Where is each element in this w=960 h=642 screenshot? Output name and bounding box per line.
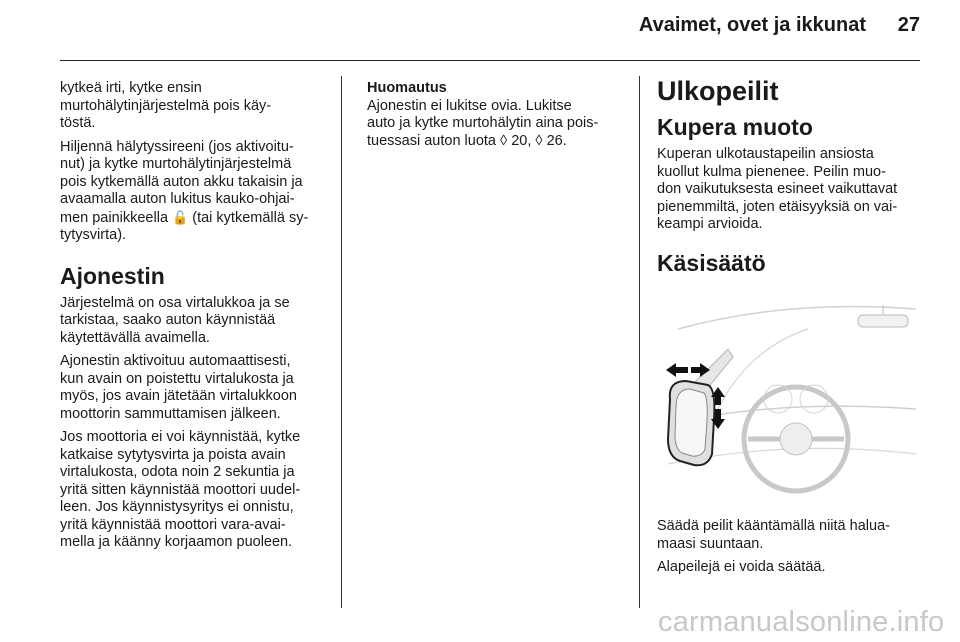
heading-manual-adjustment: Käsisäätö — [657, 249, 766, 276]
paragraph-adjust-mirrors: Säädä peilit kääntämällä niitä halua- maasi suuntaan. — [657, 518, 890, 552]
column-divider-right — [639, 76, 640, 608]
heading-exterior-mirrors: Ulkopeilit — [657, 76, 779, 106]
heading-immobilizer: Ajonestin — [60, 262, 165, 289]
page-ref-arrow-icon: ◊ — [535, 132, 543, 149]
note-text-body: Ajonestin ei lukitse ovia. Lukitse auto ja kytke murtohälytin aina pois- tuessasi auton luota — [367, 97, 599, 149]
page-ref-20[interactable]: 20, — [507, 132, 536, 149]
silence-alarm-text-b: (tai kytkemällä sy- tytysvirta). — [60, 209, 309, 243]
paragraph-immobilizer-activation: Ajonestin aktivoituu automaattisesti, kun avain on poistettu virtalukosta ja myös, jos avain jätetään virtalukkoon moottorin sammuttamisen jälkeen. — [60, 353, 297, 422]
footer-watermark: carmanualsonline.info — [658, 606, 945, 638]
column-divider-left — [341, 76, 342, 608]
column-1 — [60, 80, 335, 558]
page-ref-26[interactable]: 26. — [542, 132, 567, 149]
silence-alarm-text-a: Hiljennä hälytyssireeni (jos aktivoitu- nut) ja kytke murtohälytinjärjestelmä pois kytkemällä auton akku takaisin ja avaamalla auton lukitus kauko-ohjai- men painikkeella — [60, 138, 303, 226]
page-ref-arrow-icon: ◊ — [500, 132, 508, 149]
paragraph-engine-not-start: Jos moottoria ei voi käynnistää, kytke katkaise sytytysvirta ja poista avain virtalukosta, odota noin 2 sekuntia ja yritä sitten käynnistää moottori uudel- leen. Jos käynnistysyritys ei onnistu, yritä käynnistää moottori vara-avai- mella ja käänny korjaamon puoleen. — [60, 429, 301, 550]
page-number: 27 — [897, 14, 920, 36]
column-3-bottom — [657, 518, 927, 583]
paragraph-convex: Kuperan ulkotaustapeilin ansiosta kuollut kulma pienenee. Peilin muo- don vaikutuksesta esineet vaikuttavat pienemmiltä, joten etäisyyksiä on vai- keampi arvioida. — [657, 146, 898, 232]
paragraph-lower-mirrors: Alapeilejä ei voida säätää. — [657, 559, 826, 575]
paragraph-silence-alarm — [60, 139, 335, 245]
heading-convex-shape: Kupera muoto — [657, 114, 813, 140]
column-2 — [367, 80, 632, 156]
unlock-key-icon: 🔓 — [172, 209, 189, 225]
column-3 — [657, 76, 927, 282]
note-text — [367, 98, 632, 151]
header-rule — [60, 60, 920, 61]
paragraph-disconnect: kytkeä irti, kytke ensin murtohälytinjärjestelmä pois käy- töstä. — [60, 80, 272, 131]
mirror-adjustment-illustration — [658, 289, 918, 499]
page-header-title: Avaimet, ovet ja ikkunat — [638, 14, 866, 36]
paragraph-immobilizer-system: Järjestelmä on osa virtalukkoa ja se tarkistaa, saako auton käynnistää käytettävällä avaimella. — [60, 294, 290, 346]
note-title: Huomautus — [367, 80, 447, 96]
